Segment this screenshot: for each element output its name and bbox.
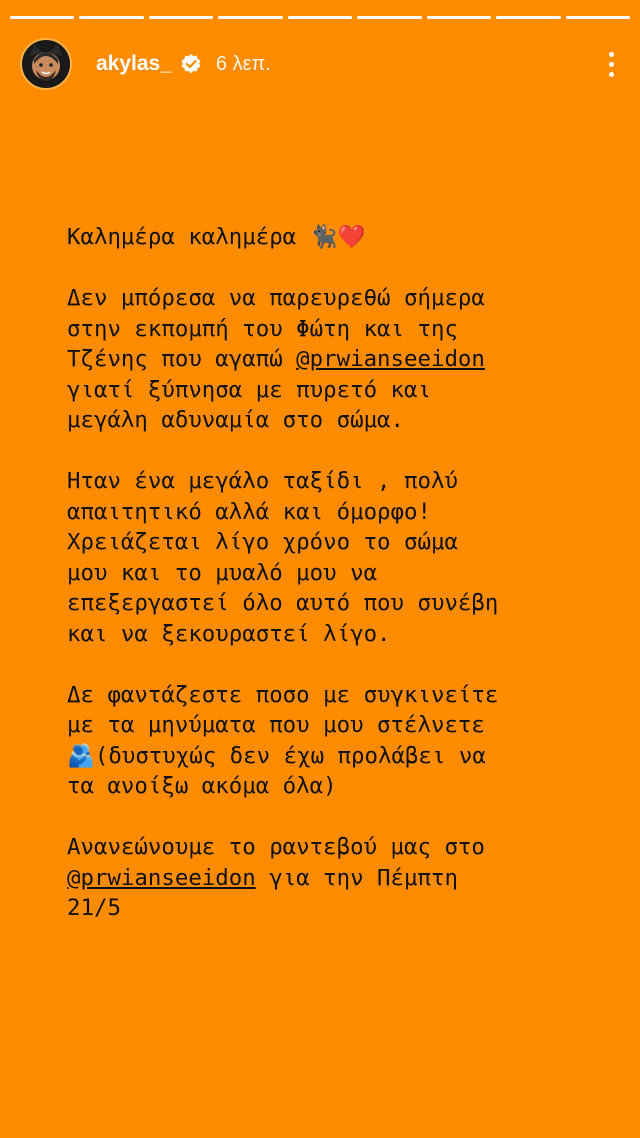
caption-line (67, 344, 627, 375)
paragraph-gap (67, 436, 627, 467)
paragraph-gap (67, 802, 627, 833)
avatar[interactable] (20, 38, 72, 90)
caption-line: γιατί ξύπνησα με πυρετό και (67, 376, 431, 403)
progress-segment (566, 16, 630, 19)
caption-line: μου και το μυαλό μου να (67, 559, 378, 586)
caption-text: Τζένης που αγαπώ (67, 346, 297, 372)
caption-line: Ηταν ένα μεγάλο ταξίδι , πολύ (67, 468, 458, 494)
caption-line: επεξεργαστεί όλο αυτό που συνέβη (67, 590, 499, 616)
caption-line: Ανανεώνουμε το ραντεβού μας στο (67, 834, 485, 860)
caption-line: απαιτητικό αλλά και όμορφο! (67, 498, 431, 525)
caption-line: και να ξεκουραστεί λίγο. (67, 620, 391, 647)
avatar-image (24, 42, 68, 86)
mention-link[interactable]: @prwianseeidon (296, 346, 485, 372)
paragraph-gap (67, 649, 627, 680)
caption-line: στην εκπομπή του Φώτη και της (67, 315, 458, 342)
story-header (20, 38, 626, 90)
caption-line: Χρειάζεται λίγο χρόνο το σώμα (67, 529, 458, 555)
caption-line: μεγάλη αδυναμία στο σώμα. (67, 407, 405, 433)
story-caption (67, 222, 627, 924)
progress-segment (496, 16, 560, 19)
progress-segment (288, 16, 352, 19)
progress-segment (357, 16, 421, 19)
progress-segment (79, 16, 143, 19)
username[interactable]: akylas_ (96, 52, 172, 75)
caption-line: 21/5 (67, 895, 121, 921)
caption-line: με τα μηνύματα που μου στέλνετε (67, 712, 485, 738)
dot (609, 62, 614, 67)
mention-link[interactable]: @prwianseeidon (67, 864, 256, 891)
verified-badge-icon (180, 53, 202, 75)
paragraph-gap (67, 253, 627, 284)
caption-line: Δε φαντάζεστε ποσο με συγκινείτε (67, 681, 499, 708)
caption-line (67, 863, 627, 894)
caption-line: 🫂(δυστυχώς δεν έχω προλάβει να (67, 742, 486, 769)
progress-segment (427, 16, 491, 19)
dot (609, 72, 614, 77)
caption-line: Καλημέρα καλημέρα 🐈‍⬛❤️ (67, 224, 366, 250)
post-time: 6 λεπ. (215, 52, 271, 75)
caption-line: τα ανοίξω ακόμα όλα) (67, 773, 337, 799)
caption-line: Δεν μπόρεσα να παρευρεθώ σήμερα (67, 285, 485, 311)
dot (609, 52, 614, 57)
progress-segment (10, 16, 74, 19)
progress-segment (218, 16, 282, 19)
story-progress-bar (10, 16, 630, 19)
more-options-icon[interactable] (596, 44, 626, 84)
progress-segment (149, 16, 213, 19)
caption-text: για την Πέμπτη (255, 864, 458, 891)
